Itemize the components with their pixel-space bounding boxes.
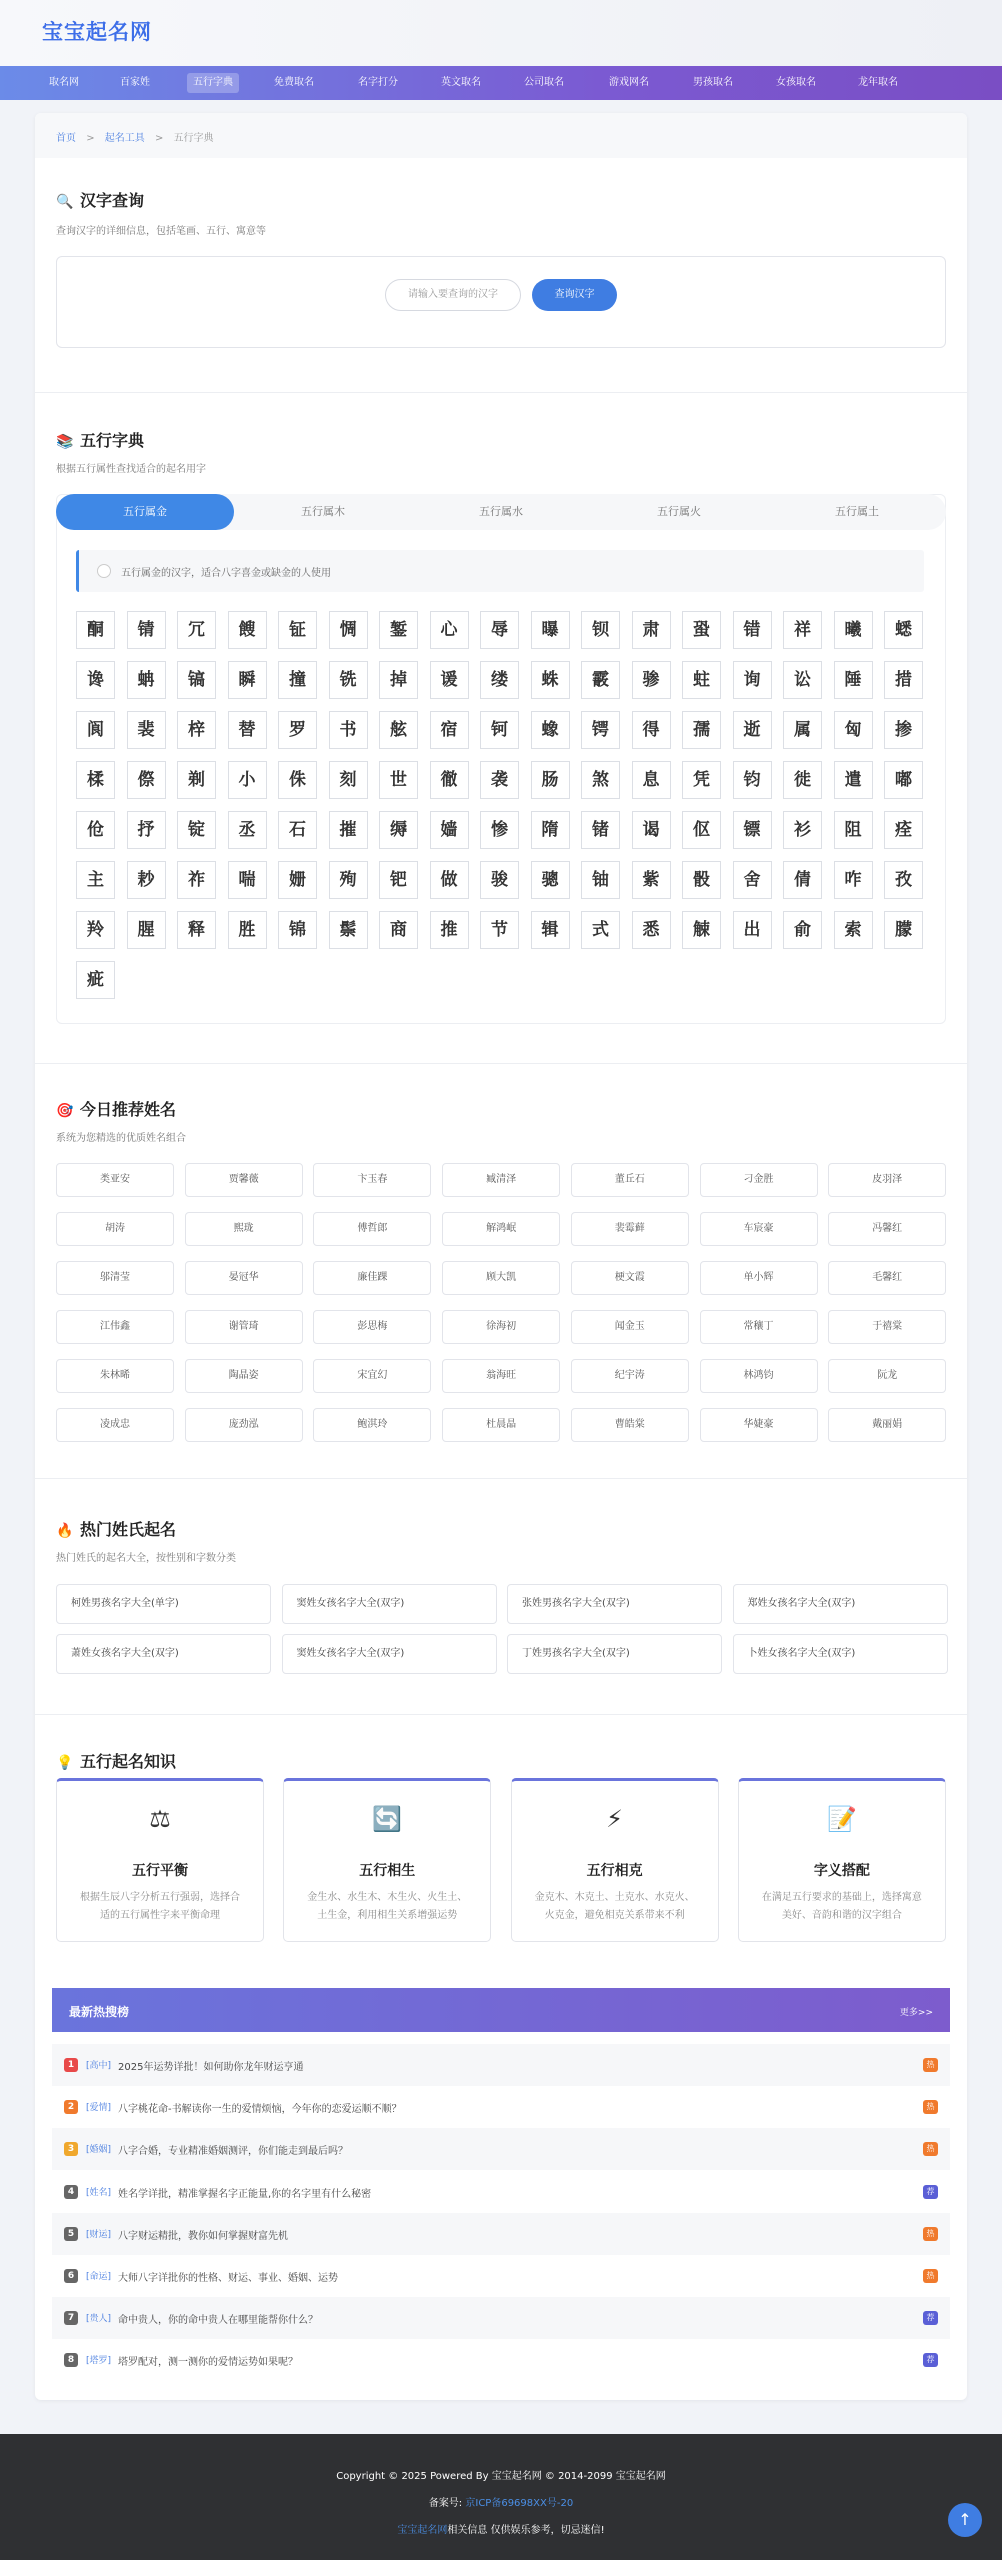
rank-number: 8 [64, 2353, 78, 2367]
char-cell[interactable]: 钶 [480, 711, 519, 749]
char-cell[interactable]: 式 [581, 911, 620, 949]
char-cell[interactable]: 蛩 [682, 611, 721, 649]
footer-icp: 备案号: 京ICP备69698XX号-20 [428, 2498, 574, 2509]
char-cell[interactable]: 梓 [177, 711, 216, 749]
rank-tag[interactable]: [塔罗] [86, 2356, 112, 2367]
char-cell[interactable]: 摧 [329, 811, 368, 849]
char-cell[interactable]: 姗 [278, 861, 317, 899]
name-chip[interactable]: 毛馨红 [828, 1261, 946, 1295]
hot-surname-link[interactable]: 郑姓女孩名字大全(双字) [733, 1584, 948, 1624]
rank-number: 7 [64, 2311, 78, 2325]
char-cell[interactable]: 曝 [531, 611, 570, 649]
breadcrumb-home[interactable]: 首页 [56, 133, 76, 144]
char-cell[interactable]: 锗 [581, 811, 620, 849]
char-cell[interactable]: 瞬 [228, 661, 267, 699]
name-chip[interactable]: 晏冠华 [185, 1261, 303, 1295]
name-chip[interactable]: 邬清莹 [56, 1261, 174, 1295]
name-chip[interactable]: 常穰丁 [700, 1310, 818, 1344]
hot-surname-link[interactable]: 萧姓女孩名字大全(双字) [56, 1634, 271, 1674]
back-to-top-button[interactable]: ↑ [948, 2503, 982, 2537]
char-cell[interactable]: 羚 [76, 911, 115, 949]
rank-badge: 荐 [923, 2185, 938, 2199]
name-chip[interactable]: 傅哲郎 [313, 1212, 431, 1246]
char-cell[interactable]: 锭 [177, 811, 216, 849]
books-icon: 📚 [56, 434, 74, 450]
char-cell[interactable]: 逝 [733, 711, 772, 749]
divider [35, 392, 967, 393]
breadcrumb-sep: > [86, 133, 95, 144]
name-chip[interactable]: 卞玉春 [313, 1163, 431, 1197]
name-chip[interactable]: 江伟鑫 [56, 1310, 174, 1344]
char-cell[interactable]: 询 [733, 661, 772, 699]
name-chip[interactable]: 林鸿钧 [700, 1359, 818, 1393]
char-cell[interactable]: 鬃 [329, 911, 368, 949]
name-chip[interactable]: 于禧棠 [828, 1310, 946, 1344]
char-cell[interactable]: 替 [228, 711, 267, 749]
rank-badge: 荐 [923, 2311, 938, 2325]
char-cell[interactable]: 世 [379, 761, 418, 799]
rank-text[interactable]: 八字财运精批，教你如何掌握财富先机 [118, 2230, 288, 2242]
hot-surname-link[interactable]: 柯姓男孩名字大全(单字) [56, 1584, 271, 1624]
name-chip[interactable]: 贾馨薇 [185, 1163, 303, 1197]
rank-text[interactable]: 八字桃花命-书解读你一生的爱情烦恼，今年你的恋爱运顺不顺？ [118, 2104, 402, 2116]
char-cell[interactable]: 腥 [127, 911, 166, 949]
name-chip[interactable]: 纪宇涛 [571, 1359, 689, 1393]
char-cell[interactable]: 陲 [834, 661, 873, 699]
name-chip[interactable]: 顾大凯 [442, 1261, 560, 1295]
name-chip[interactable]: 彭思梅 [313, 1310, 431, 1344]
name-chip[interactable]: 廉佳踝 [313, 1261, 431, 1295]
ranking-row[interactable] [52, 2128, 950, 2170]
char-cell[interactable]: 锦 [278, 911, 317, 949]
rank-tag[interactable]: [命运] [86, 2272, 112, 2282]
footer-copyright: Copyright © 2025 Powered By 宝宝起名网 © 2014-2099 宝宝起名网 [336, 2471, 666, 2482]
char-cell[interactable]: 缕 [480, 661, 519, 699]
card-desc: 金生水、水生木、木生火、火生土、土生金，利用相生关系增强运势 [307, 1892, 468, 1921]
rank-number: 5 [64, 2227, 78, 2241]
ranking-row[interactable] [52, 2297, 950, 2339]
char-cell[interactable]: 悉 [632, 911, 671, 949]
circle-icon [97, 564, 111, 578]
char-cell[interactable]: 祚 [177, 861, 216, 899]
char-cell[interactable]: 钲 [278, 611, 317, 649]
breadcrumb [35, 113, 967, 158]
char-cell[interactable]: 阆 [76, 711, 115, 749]
char-cell[interactable]: 隋 [531, 811, 570, 849]
divider [35, 1478, 967, 1479]
name-chip[interactable]: 类亚安 [56, 1163, 174, 1197]
name-chip[interactable]: 庞劲泓 [185, 1408, 303, 1442]
char-cell[interactable]: 袭 [480, 761, 519, 799]
char-cell[interactable]: 孜 [884, 861, 923, 899]
char-cell[interactable]: 曦 [834, 611, 873, 649]
rank-number: 4 [64, 2185, 78, 2199]
char-cell[interactable]: 觫 [682, 911, 721, 949]
char-cell[interactable]: 抒 [127, 811, 166, 849]
divider [35, 1714, 967, 1715]
char-cell[interactable]: 伧 [76, 811, 115, 849]
name-chip[interactable]: 熙珑 [185, 1212, 303, 1246]
knowledge-card[interactable] [56, 1778, 264, 1942]
name-chip[interactable]: 刁金胜 [700, 1163, 818, 1197]
char-cell[interactable]: 蛀 [682, 661, 721, 699]
magnifier-icon: 🔍 [56, 194, 74, 210]
char-cell[interactable]: 徹 [430, 761, 469, 799]
char-cell[interactable]: 谗 [76, 661, 115, 699]
name-chip[interactable]: 翁海旺 [442, 1359, 560, 1393]
rank-badge: 热 [923, 2100, 938, 2114]
card-desc: 金克木、木克土、土克水、水克火、火克金，避免相克关系带来不利 [534, 1892, 695, 1921]
name-chip[interactable]: 皮羽泽 [828, 1163, 946, 1197]
ranking-header [52, 1988, 950, 2032]
char-cell[interactable]: 出 [733, 911, 772, 949]
ranking-title: 最新热搜榜 [69, 2005, 130, 2019]
char-cell[interactable]: 锖 [127, 611, 166, 649]
char-cell[interactable]: 裴 [127, 711, 166, 749]
card-title: 五行相生 [359, 1863, 416, 1879]
name-chip[interactable]: 宋宜幻 [313, 1359, 431, 1393]
hot-subtitle: 热门姓氏的起名大全，按性别和字数分类 [56, 1553, 236, 1564]
hot-surname-link[interactable]: 卜姓女孩名字大全(双字) [733, 1634, 948, 1674]
footer [0, 2434, 1002, 2560]
hot-title: 🔥 热门姓氏起名 [56, 1520, 177, 1539]
char-cell[interactable]: 匈 [834, 711, 873, 749]
nav-item[interactable]: 免费取名 [274, 77, 314, 88]
char-cell[interactable]: 蟋 [884, 611, 923, 649]
char-cell[interactable]: 俞 [783, 911, 822, 949]
char-cell[interactable]: 侏 [278, 761, 317, 799]
nav-item[interactable]: 男孩取名 [693, 77, 733, 88]
char-cell[interactable]: 缛 [379, 811, 418, 849]
char-cell[interactable]: 镐 [177, 661, 216, 699]
rank-number: 6 [64, 2269, 78, 2283]
divider [35, 1063, 967, 1064]
name-chip[interactable]: 华婕豪 [700, 1408, 818, 1442]
char-cell[interactable]: 谒 [632, 811, 671, 849]
top-header [0, 0, 1002, 66]
name-chip[interactable]: 胡涛 [56, 1212, 174, 1246]
name-chip[interactable]: 朱林晞 [56, 1359, 174, 1393]
name-chip[interactable]: 戴丽娟 [828, 1408, 946, 1442]
name-chip[interactable]: 曹皓棠 [571, 1408, 689, 1442]
char-cell[interactable]: 錾 [379, 611, 418, 649]
knowledge-card[interactable] [738, 1778, 946, 1942]
name-chip[interactable]: 单小辉 [700, 1261, 818, 1295]
name-chip[interactable]: 谢管琦 [185, 1310, 303, 1344]
name-chip[interactable]: 冯馨红 [828, 1212, 946, 1246]
scale-icon: ⚖ [149, 1805, 171, 1833]
nav-item[interactable]: 取名网 [49, 77, 79, 88]
char-cell[interactable]: 祥 [783, 611, 822, 649]
tab-wuxing[interactable]: 五行属土 [835, 505, 879, 518]
char-cell[interactable]: 孺 [682, 711, 721, 749]
char-cell[interactable]: 霰 [581, 661, 620, 699]
char-cell[interactable]: 息 [632, 761, 671, 799]
char-cell[interactable]: 钡 [581, 611, 620, 649]
nav-item[interactable]: 百家姓 [120, 77, 150, 88]
tab-wuxing[interactable]: 五行属木 [301, 505, 345, 518]
knowledge-title: 💡 五行起名知识 [56, 1752, 177, 1771]
card-desc: 在满足五行要求的基础上，选择寓意美好、音韵和谐的汉字组合 [761, 1892, 922, 1921]
char-cell[interactable]: 伛 [682, 811, 721, 849]
footer-notice: 宝宝起名网相关信息 仅供娱乐参考，切忌迷信! [397, 2525, 605, 2536]
rank-number: 2 [64, 2100, 78, 2114]
breadcrumb-tools[interactable]: 起名工具 [104, 133, 145, 144]
knowledge-card[interactable] [283, 1778, 491, 1942]
memo-icon: 📝 [826, 1805, 857, 1833]
char-cell[interactable]: 嫱 [430, 811, 469, 849]
char-cell[interactable]: 铣 [329, 661, 368, 699]
rank-tag[interactable]: [婚姻] [86, 2145, 112, 2156]
char-cell[interactable]: 胜 [228, 911, 267, 949]
char-cell[interactable]: 推 [430, 911, 469, 949]
rank-text[interactable]: 塔罗配对，测一测你的爱情运势如果呢？ [118, 2357, 298, 2369]
name-chip[interactable]: 臧清泽 [442, 1163, 560, 1197]
ranking-row[interactable] [52, 2171, 950, 2213]
char-cell[interactable]: 惨 [480, 811, 519, 849]
tab-wuxing[interactable]: 五行属水 [479, 505, 523, 518]
rank-text[interactable]: 姓名学详批，精准掌握名字正能量,你的名字里有什么秘密 [118, 2188, 372, 2200]
rank-tag[interactable]: [高中] [86, 2061, 112, 2071]
char-cell[interactable]: 刻 [329, 761, 368, 799]
main-nav [0, 66, 1002, 100]
char-cell[interactable]: 丞 [228, 811, 267, 849]
char-cell[interactable]: 索 [834, 911, 873, 949]
name-chip[interactable]: 董丘石 [571, 1163, 689, 1197]
char-cell[interactable]: 殉 [329, 861, 368, 899]
char-cell[interactable]: 耖 [127, 861, 166, 899]
char-cell[interactable]: 紫 [632, 861, 671, 899]
card-title: 字义搭配 [813, 1863, 870, 1879]
char-cell[interactable]: 蛛 [531, 661, 570, 699]
wuxing-hint: 五行属金的汉字，适合八字喜金或缺金的人使用 [76, 550, 924, 592]
nav-item[interactable]: 名字打分 [358, 77, 398, 88]
char-cell[interactable]: 惆 [329, 611, 368, 649]
nav-item[interactable]: 公司取名 [524, 77, 564, 88]
hot-surname-link[interactable]: 张姓男孩名字大全(双字) [507, 1584, 722, 1624]
char-cell[interactable]: 辑 [531, 911, 570, 949]
char-cell[interactable]: 谖 [430, 661, 469, 699]
char-cell[interactable]: 镖 [733, 811, 772, 849]
char-cell[interactable]: 喘 [228, 861, 267, 899]
char-cell[interactable]: 锷 [581, 711, 620, 749]
char-cell[interactable]: 阻 [834, 811, 873, 849]
char-cell[interactable]: 朦 [884, 911, 923, 949]
ranking-row[interactable] [52, 2044, 950, 2086]
lightning-icon: ⚡ [606, 1805, 624, 1833]
name-chip[interactable]: 杜晨晶 [442, 1408, 560, 1442]
tab-wuxing[interactable]: 五行属金 [56, 494, 234, 530]
char-cell[interactable]: 蚺 [127, 661, 166, 699]
rank-badge: 热 [923, 2269, 938, 2283]
char-cell[interactable]: 属 [783, 711, 822, 749]
lookup-title: 🔍 汉字查询 [56, 191, 145, 210]
char-cell[interactable]: 钧 [733, 761, 772, 799]
rank-number: 1 [64, 2058, 78, 2072]
char-cell[interactable]: 释 [177, 911, 216, 949]
recommend-title: 🎯 今日推荐姓名 [56, 1100, 177, 1119]
char-cell[interactable]: 倩 [783, 861, 822, 899]
rank-badge: 热 [923, 2058, 938, 2072]
ranking-row[interactable] [52, 2255, 950, 2297]
name-chip[interactable]: 解鸿岷 [442, 1212, 560, 1246]
char-cell[interactable]: 辱 [480, 611, 519, 649]
rank-text[interactable]: 八字合婚，专业精准婚姻测评，你们能走到最后吗？ [118, 2146, 348, 2158]
char-cell[interactable]: 骢 [531, 861, 570, 899]
nav-item[interactable]: 英文取名 [441, 77, 481, 88]
rank-tag[interactable]: [财运] [86, 2229, 112, 2240]
char-cell[interactable]: 遣 [834, 761, 873, 799]
wuxing-tabs [56, 494, 946, 530]
char-cell[interactable]: 衫 [783, 811, 822, 849]
target-icon: 🎯 [56, 1103, 74, 1119]
card-title: 五行平衡 [132, 1863, 188, 1879]
cycle-icon: 🔄 [372, 1805, 403, 1833]
char-cell[interactable]: 骖 [632, 661, 671, 699]
char-cell[interactable]: 餿 [228, 611, 267, 649]
char-cell[interactable]: 剃 [177, 761, 216, 799]
rank-badge: 荐 [923, 2353, 938, 2367]
rank-tag[interactable]: [姓名] [86, 2187, 112, 2198]
char-cell[interactable]: 掺 [884, 711, 923, 749]
char-cell[interactable]: 舍 [733, 861, 772, 899]
char-cell[interactable]: 掉 [379, 661, 418, 699]
rank-text[interactable]: 大师八字详批你的性格、财运、事业、婚姻、运势 [118, 2273, 338, 2284]
nav-item[interactable]: 五行字典 [187, 73, 239, 93]
name-chip[interactable]: 车宸豪 [700, 1212, 818, 1246]
char-cell[interactable]: 错 [733, 611, 772, 649]
icp-link[interactable]: 京ICP备69698XX号-20 [465, 2498, 574, 2509]
char-cell[interactable]: 蟓 [531, 711, 570, 749]
char-cell[interactable]: 小 [228, 761, 267, 799]
card-desc: 根据生辰八字分析五行强弱，选择合适的五行属性字来平衡命理 [80, 1892, 240, 1921]
hot-surname-link[interactable]: 丁姓男孩名字大全(双字) [507, 1634, 722, 1674]
hot-surname-link[interactable]: 窦姓女孩名字大全(双字) [282, 1584, 497, 1624]
nav-item[interactable]: 游戏网名 [609, 77, 649, 88]
char-cell[interactable]: 咋 [834, 861, 873, 899]
char-cell[interactable]: 心 [430, 611, 469, 649]
char-cell[interactable]: 宿 [430, 711, 469, 749]
rank-text[interactable]: 命中贵人，你的命中贵人在哪里能帮你什么？ [118, 2315, 318, 2327]
char-cell[interactable]: 煞 [581, 761, 620, 799]
rank-badge: 热 [923, 2227, 938, 2241]
fire-icon: 🔥 [56, 1523, 74, 1539]
name-chip[interactable]: 陶晶姿 [185, 1359, 303, 1393]
ranking-row[interactable] [52, 2213, 950, 2255]
char-cell[interactable]: 徙 [783, 761, 822, 799]
tab-wuxing[interactable]: 五行属火 [657, 505, 701, 518]
rank-number: 3 [64, 2142, 78, 2156]
name-chip[interactable]: 鲍淇玲 [313, 1408, 431, 1442]
char-cell[interactable]: 得 [632, 711, 671, 749]
char-cell[interactable]: 罗 [278, 711, 317, 749]
char-cell[interactable]: 冗 [177, 611, 216, 649]
char-cell[interactable]: 节 [480, 911, 519, 949]
knowledge-card[interactable] [511, 1778, 719, 1942]
search-button[interactable]: 查询汉字 [532, 279, 617, 311]
char-cell[interactable]: 嘟 [884, 761, 923, 799]
char-cell[interactable]: 讼 [783, 661, 822, 699]
char-cell[interactable]: 肠 [531, 761, 570, 799]
char-cell[interactable]: 骰 [682, 861, 721, 899]
ranking-row[interactable] [52, 2339, 950, 2381]
char-cell[interactable]: 楺 [76, 761, 115, 799]
card-title: 五行相克 [586, 1863, 643, 1879]
name-chip[interactable]: 梗文霞 [571, 1261, 689, 1295]
char-cell[interactable]: 钯 [379, 861, 418, 899]
rank-badge: 热 [923, 2142, 938, 2156]
breadcrumb-sep: > [154, 133, 164, 144]
name-chip[interactable]: 阮龙 [828, 1359, 946, 1393]
nav-item[interactable]: 龙年取名 [858, 77, 898, 88]
name-chip[interactable]: 闻金玉 [571, 1310, 689, 1344]
search-input[interactable]: 请输入要查询的汉字 [385, 279, 521, 311]
char-cell[interactable]: 痊 [884, 811, 923, 849]
char-cell[interactable]: 疵 [76, 961, 115, 999]
char-cell[interactable]: 酮 [76, 611, 115, 649]
hot-surname-link[interactable]: 窦姓女孩名字大全(双字) [282, 1634, 497, 1674]
name-chip[interactable]: 裴霉藓 [571, 1212, 689, 1246]
char-cell[interactable]: 石 [278, 811, 317, 849]
ranking-row[interactable] [52, 2086, 950, 2128]
lightbulb-icon: 💡 [56, 1755, 74, 1771]
char-cell[interactable]: 做 [430, 861, 469, 899]
wuxing-subtitle: 根据五行属性查找适合的起名用字 [56, 464, 206, 475]
char-cell[interactable]: 撞 [278, 661, 317, 699]
site-logo[interactable]: 宝宝起名网 [42, 20, 152, 44]
rank-text[interactable]: 2025年运势详批！如何助你龙年财运亨通 [118, 2062, 304, 2073]
breadcrumb-current: 五行字典 [173, 133, 214, 144]
recommend-subtitle: 系统为您精选的优质姓名组合 [56, 1133, 186, 1144]
name-chip[interactable]: 徐海初 [442, 1310, 560, 1344]
char-cell[interactable]: 主 [76, 861, 115, 899]
site-link[interactable]: 宝宝起名网 [397, 2525, 448, 2536]
lookup-subtitle: 查询汉字的详细信息，包括笔画、五行、寓意等 [56, 226, 266, 237]
char-cell[interactable]: 舷 [379, 711, 418, 749]
ranking-more-link[interactable]: 更多>> [899, 2008, 933, 2018]
char-cell[interactable]: 傺 [127, 761, 166, 799]
char-cell[interactable]: 骏 [480, 861, 519, 899]
rank-tag[interactable]: [贵人] [86, 2314, 112, 2325]
char-cell[interactable]: 凭 [682, 761, 721, 799]
char-cell[interactable]: 铀 [581, 861, 620, 899]
char-cell[interactable]: 肃 [632, 611, 671, 649]
char-cell[interactable]: 商 [379, 911, 418, 949]
rank-tag[interactable]: [爱情] [86, 2103, 112, 2114]
char-cell[interactable]: 书 [329, 711, 368, 749]
wuxing-title: 📚 五行字典 [56, 431, 145, 450]
name-chip[interactable]: 凌成忠 [56, 1408, 174, 1442]
char-cell[interactable]: 措 [884, 661, 923, 699]
nav-item[interactable]: 女孩取名 [776, 77, 816, 88]
